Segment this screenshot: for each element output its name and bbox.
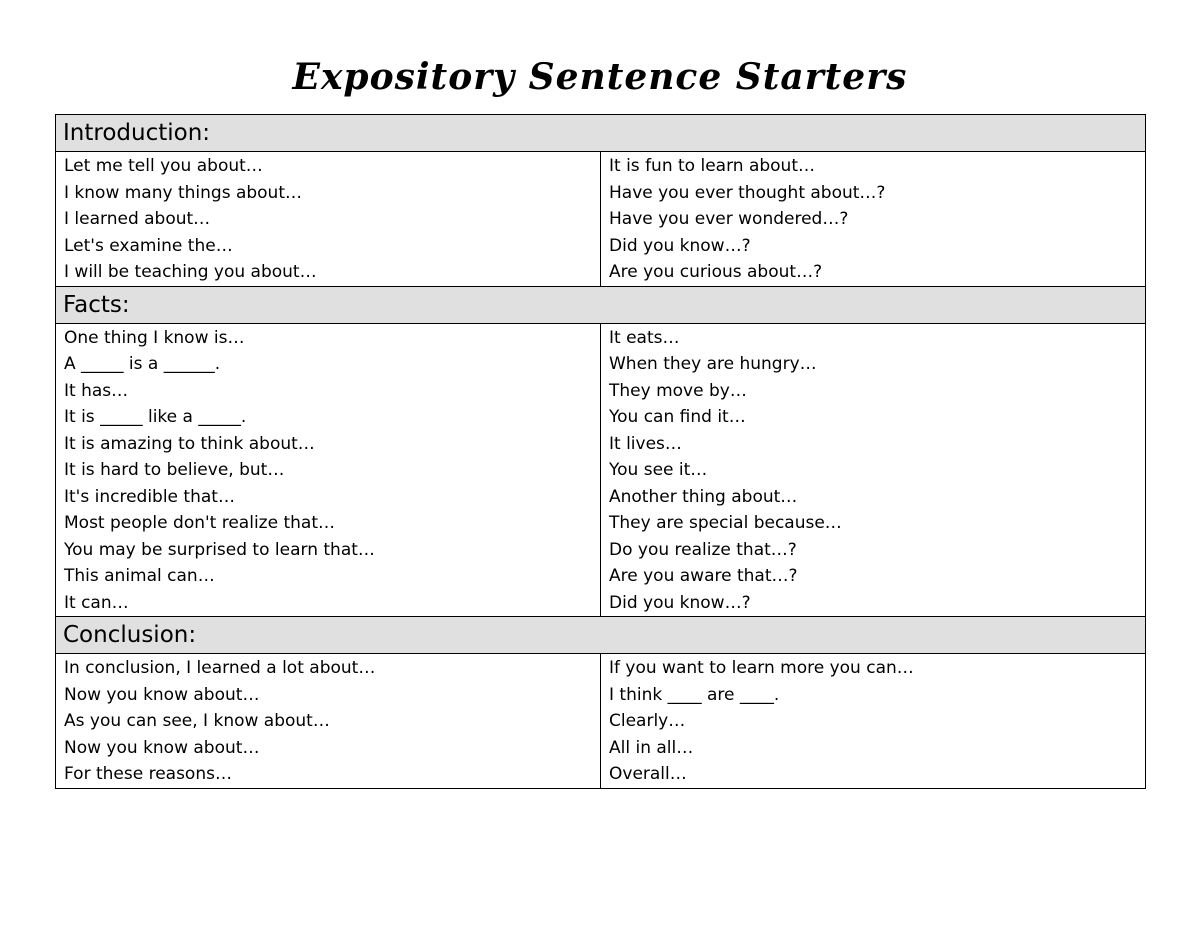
- starter-item: When they are hungry…: [609, 354, 817, 374]
- starter-item: It can…: [64, 592, 129, 613]
- section-header-introduction: [56, 115, 1146, 152]
- starter-item: It is fun to learn about…: [609, 156, 815, 176]
- starter-item: This animal can…: [64, 566, 215, 586]
- starter-item: Are you curious about…?: [609, 262, 823, 282]
- starter-item: All in all…: [609, 737, 694, 758]
- starter-item: If you want to learn more you can…: [609, 658, 914, 678]
- starter-item: Have you ever thought about…?: [609, 182, 886, 203]
- starter-item: Did you know…?: [609, 592, 751, 613]
- starter-item: As you can see, I know about…: [64, 711, 330, 731]
- left-column: [56, 152, 601, 287]
- starter-item: It's incredible that…: [64, 486, 235, 507]
- section-body-conclusion: [56, 654, 1146, 789]
- section-heading: Introduction:: [56, 115, 1146, 152]
- right-column: [601, 323, 1146, 617]
- starter-item: I learned about…: [64, 209, 211, 229]
- starter-item: It eats…: [609, 327, 680, 348]
- section-body-introduction: [56, 152, 1146, 287]
- section-heading: Conclusion:: [56, 617, 1146, 654]
- starter-item: Clearly…: [609, 711, 686, 731]
- sentence-starters-table: [55, 114, 1146, 789]
- starter-item: Let's examine the…: [64, 235, 233, 256]
- right-column: [601, 654, 1146, 789]
- starter-item: They move by…: [609, 380, 747, 401]
- starter-item: Are you aware that…?: [609, 566, 798, 586]
- starter-item: One thing I know is…: [64, 327, 245, 348]
- starter-item: Now you know about…: [64, 737, 260, 758]
- starter-item: It has…: [64, 380, 129, 401]
- starter-item: You may be surprised to learn that…: [64, 539, 375, 560]
- starter-item: They are special because…: [609, 513, 842, 533]
- left-column: [56, 654, 601, 789]
- starter-item: Have you ever wondered…?: [609, 209, 849, 229]
- starter-item: You can find it…: [609, 407, 746, 427]
- right-column: [601, 152, 1146, 287]
- starter-item: Overall…: [609, 764, 687, 784]
- starter-item: Most people don't realize that…: [64, 513, 335, 533]
- starter-item: Now you know about…: [64, 684, 260, 705]
- starter-item: It lives…: [609, 433, 682, 454]
- starter-item: You see it…: [609, 460, 708, 480]
- starter-item: It is hard to believe, but…: [64, 460, 285, 480]
- section-header-facts: [56, 286, 1146, 323]
- left-column: [56, 323, 601, 617]
- starter-item: I know many things about…: [64, 182, 302, 203]
- starter-item: I think ____ are ____.: [609, 684, 780, 705]
- starter-item: In conclusion, I learned a lot about…: [64, 658, 376, 678]
- page-title: Expository Sentence Starters: [292, 56, 908, 98]
- starter-item: Let me tell you about…: [64, 156, 263, 176]
- starter-item: It is amazing to think about…: [64, 433, 315, 454]
- section-header-conclusion: [56, 617, 1146, 654]
- starter-item: For these reasons…: [64, 764, 232, 784]
- starter-item: A _____ is a ______.: [64, 354, 221, 374]
- section-body-facts: [56, 323, 1146, 617]
- starter-item: Do you realize that…?: [609, 539, 797, 560]
- starter-item: It is _____ like a _____.: [64, 407, 247, 427]
- starter-item: Another thing about…: [609, 486, 798, 507]
- starter-item: I will be teaching you about…: [64, 262, 317, 282]
- section-heading: Facts:: [56, 286, 1146, 323]
- starter-item: Did you know…?: [609, 235, 751, 256]
